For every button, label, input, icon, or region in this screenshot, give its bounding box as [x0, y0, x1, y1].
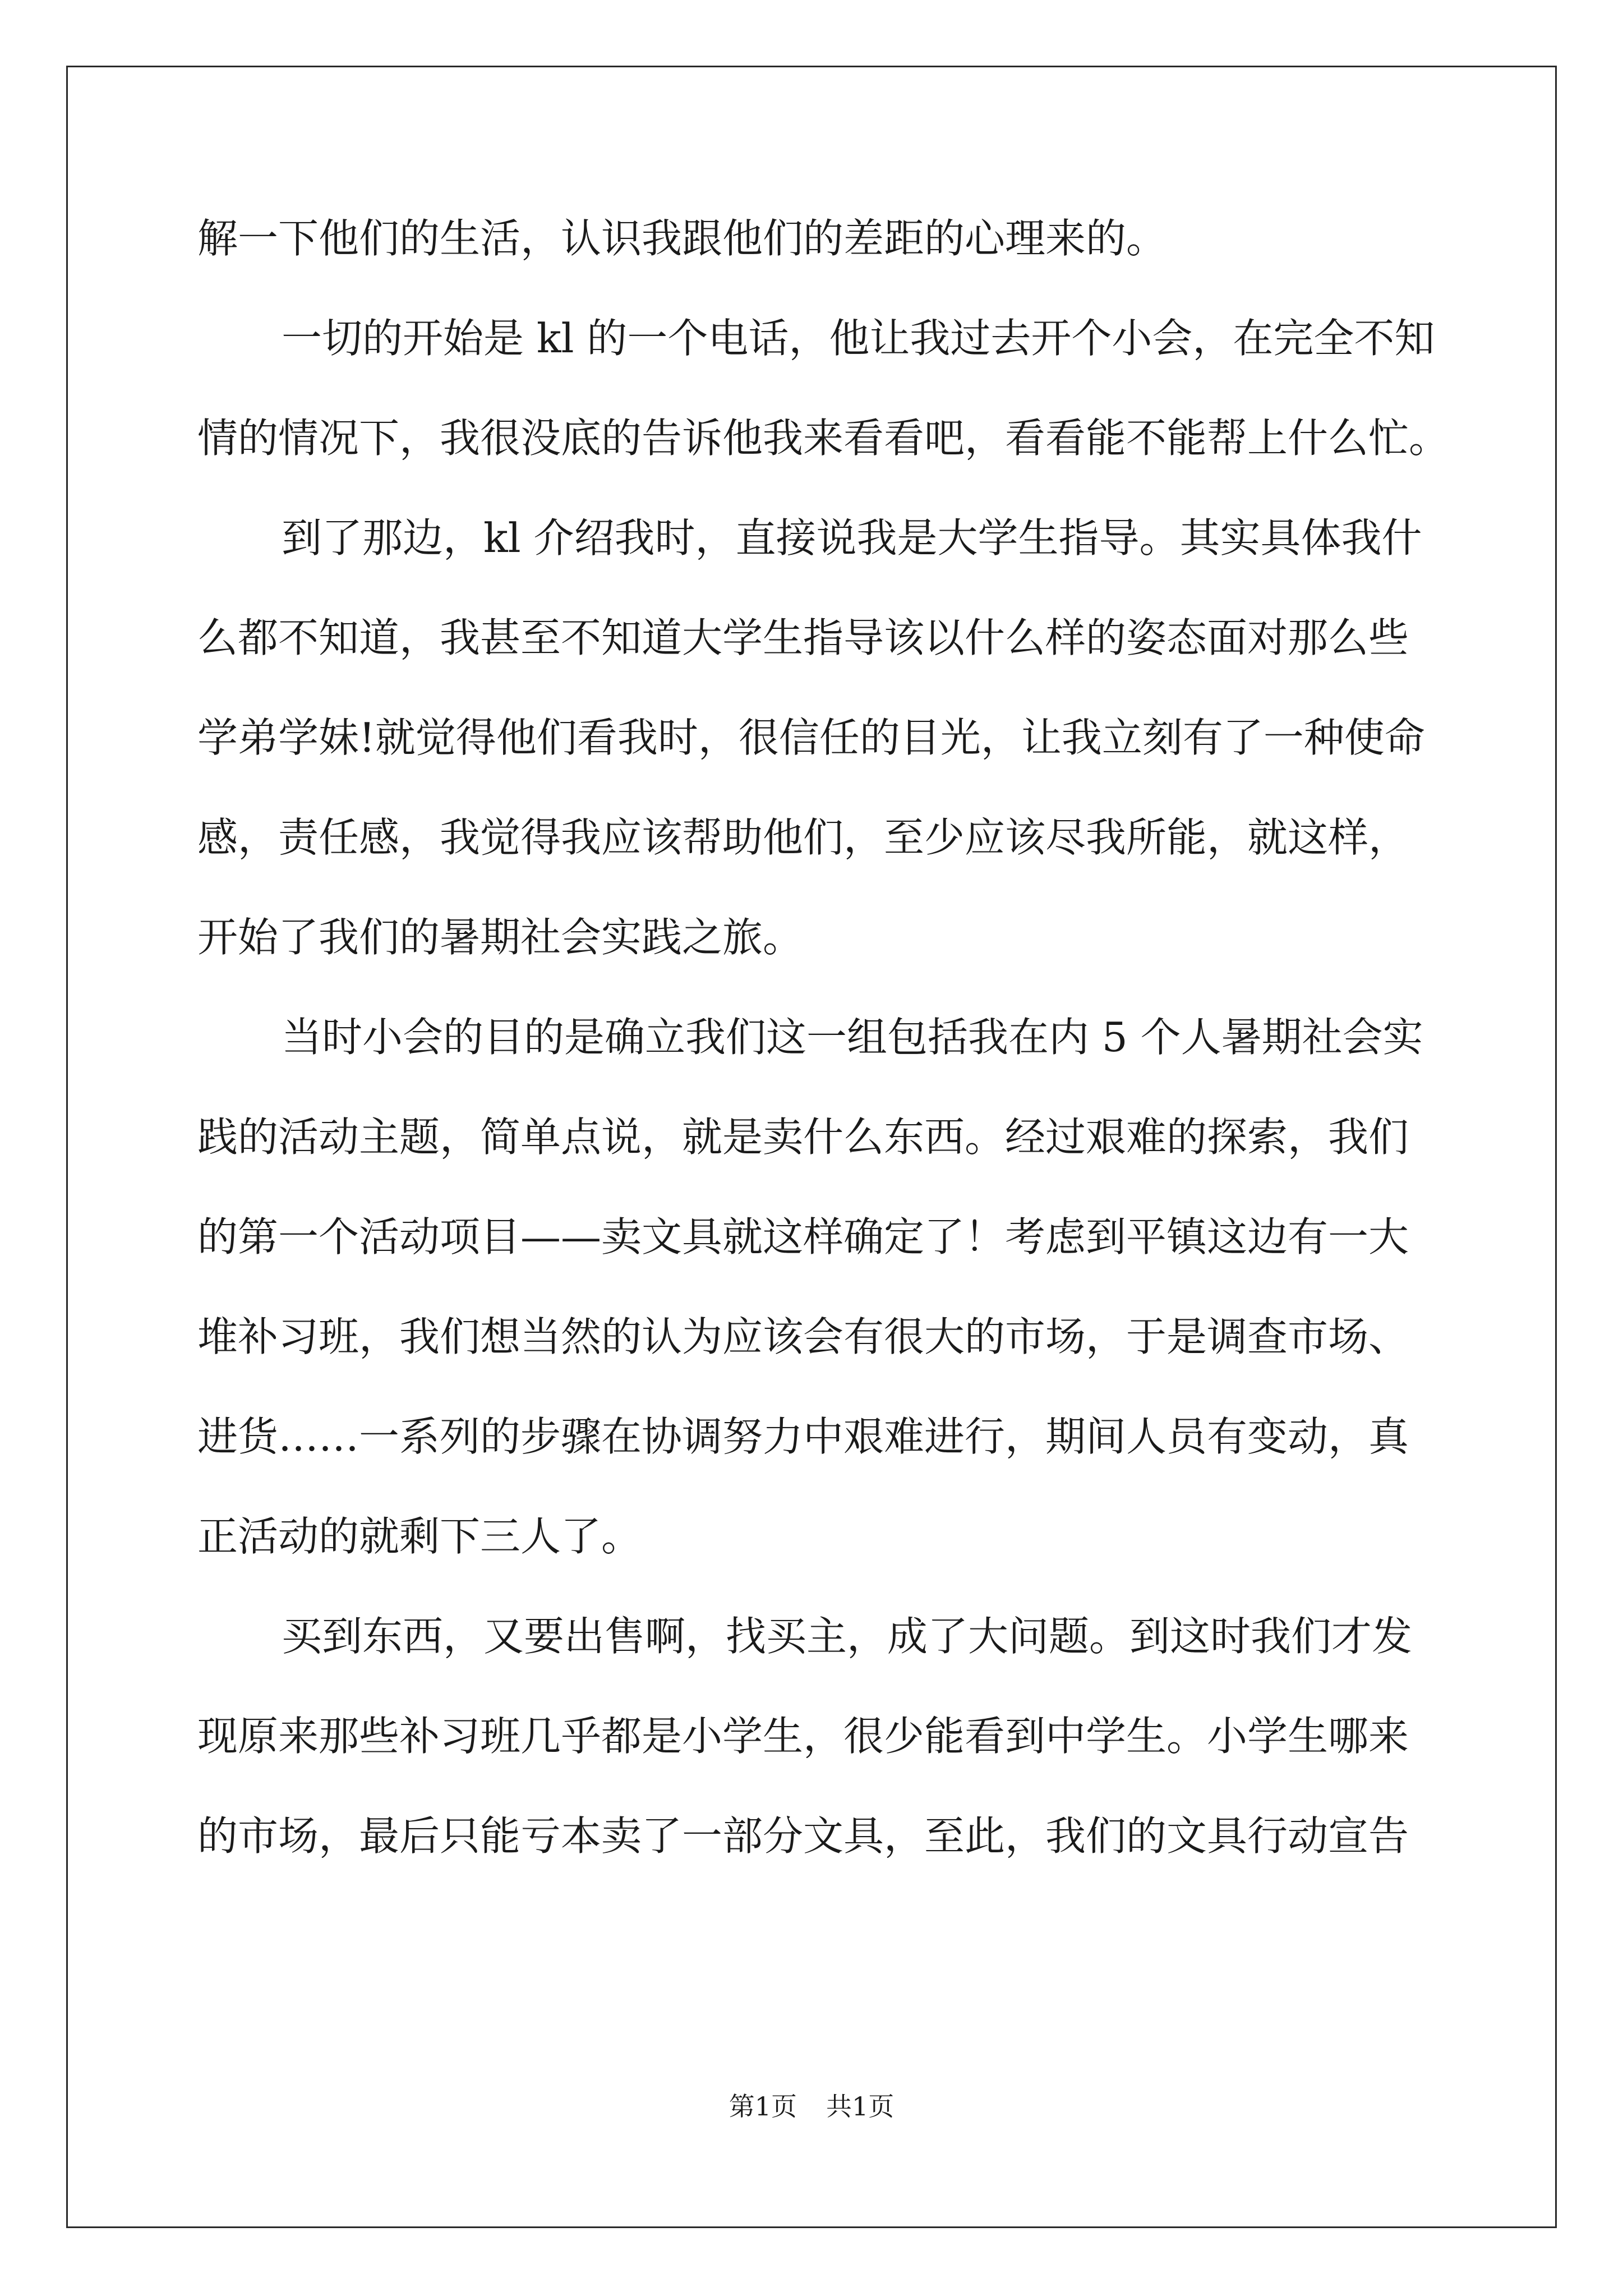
text-line: 堆补习班，我们想当然的认为应该会有很大的市场，于是调查市场、: [197, 1313, 1409, 1360]
text-line: 践的活动主题，简单点说，就是卖什么东西。经过艰难的探索，我们: [197, 1114, 1409, 1161]
text-line: 感，责任感，我觉得我应该帮助他们，至少应该尽我所能，就这样，: [197, 814, 1409, 861]
text-line: 现原来那些补习班几乎都是小学生，很少能看到中学生。小学生哪来: [197, 1713, 1409, 1760]
text-line: 的市场，最后只能亏本卖了一部分文具，至此，我们的文具行动宣告: [197, 1812, 1409, 1860]
text-line: 解一下他们的生活，认识我跟他们的差距的心理来的。: [197, 215, 1167, 262]
text-line: 正活动的就剩下三人了。: [197, 1513, 642, 1560]
text-line: 么都不知道，我甚至不知道大学生指导该以什么样的姿态面对那么些: [197, 614, 1409, 661]
text-line: 开始了我们的暑期社会实践之旅。: [197, 914, 804, 961]
text-line: 学弟学妹!就觉得他们看我时，很信任的目光，让我立刻有了一种使命: [197, 714, 1425, 761]
text-line: 进货……一系列的步骤在协调努力中艰难进行，期间人员有变动，真: [197, 1413, 1409, 1460]
text-line: 的第一个活动项目——卖文具就这样确定了！考虑到平镇这边有一大: [197, 1213, 1409, 1260]
paragraph-first-line: 买到东西，又要出售啊，找买主，成了大问题。到这时我们才发: [282, 1613, 1413, 1660]
page-footer: [0, 2090, 1623, 2123]
paragraph-first-line: 当时小会的目的是确立我们这一组包括我在内 5 个人暑期社会实: [282, 1014, 1423, 1061]
page-number: 第1页: [728, 2091, 797, 2122]
paragraph-first-line: 一切的开始是 kl 的一个电话，他让我过去开个小会，在完全不知: [282, 315, 1435, 362]
document-body: [197, 210, 1450, 1908]
page-count: 共1页: [826, 2091, 895, 2122]
paragraph-first-line: 到了那边，kl 介绍我时，直接说我是大学生指导。其实具体我什: [282, 514, 1422, 562]
text-line: 情的情况下，我很没底的告诉他我来看看吧，看看能不能帮上什么忙。: [197, 415, 1450, 462]
